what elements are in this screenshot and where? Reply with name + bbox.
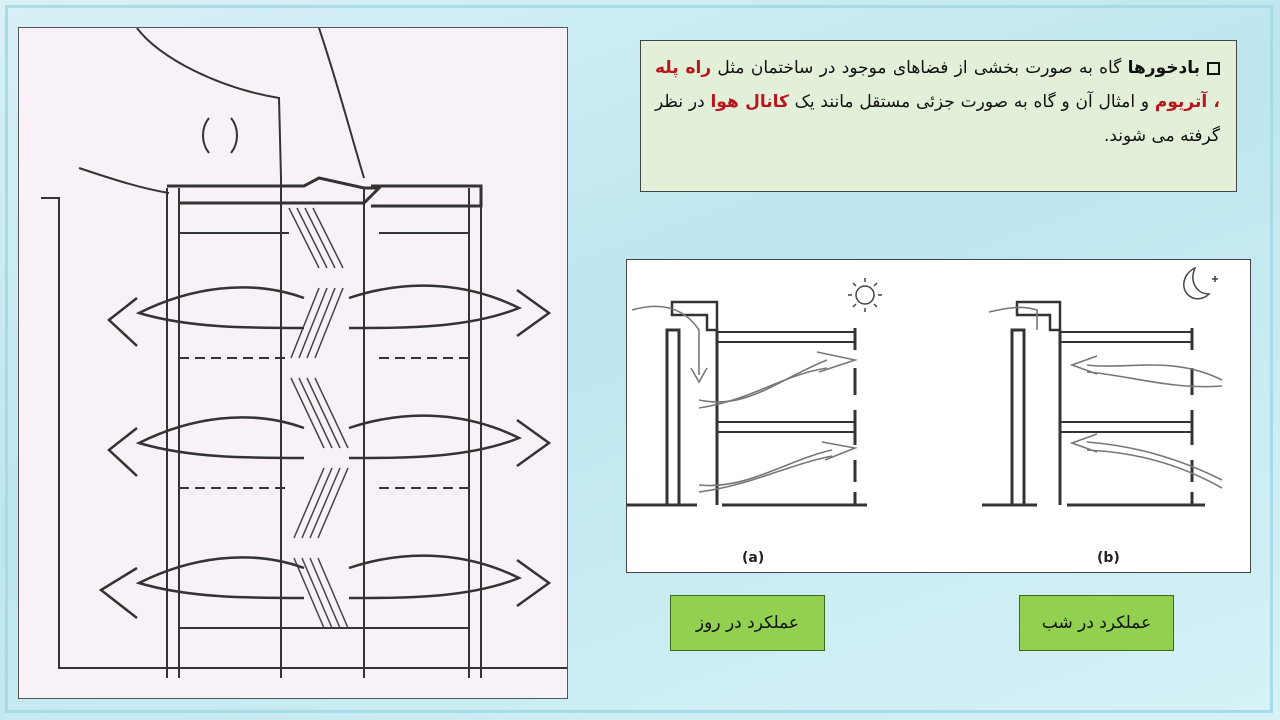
caption-day	[670, 595, 825, 651]
caption-night	[1019, 595, 1174, 651]
term-atrium: آتریوم	[1154, 92, 1208, 112]
label-b: (b)	[1097, 550, 1120, 566]
caption-day-text: عملکرد در روز	[695, 613, 800, 633]
term-badgir: بادخورها	[1127, 58, 1200, 78]
checkbox-bullet-icon	[1207, 62, 1220, 75]
description-text-box	[640, 40, 1237, 192]
paragraph-part-3: در نظر گرفته می شوند.	[655, 92, 1220, 146]
moon-icon	[1184, 268, 1218, 299]
diagram-b	[982, 302, 1205, 505]
sun-icon	[848, 278, 882, 312]
caption-night-text: عملکرد در شب	[1041, 613, 1152, 633]
paragraph-part-1: گاه به صورت بخشی از فضاهای موجود در ساختمان مثل	[711, 58, 1128, 78]
day-night-diagram-svg	[627, 260, 1251, 573]
badgir-section-sketch	[18, 27, 568, 699]
diagram-a	[627, 302, 867, 505]
diagram-a-airflow	[632, 306, 855, 492]
term-separator: ،	[1207, 92, 1220, 112]
term-stair: راه پله	[655, 58, 712, 78]
paragraph-part-2: و امثال آن و گاه به صورت جزئی مستقل مانند یک	[788, 92, 1155, 112]
label-a: (a)	[742, 550, 765, 566]
badgir-sketch-svg	[19, 28, 568, 699]
day-night-diagram	[626, 259, 1251, 573]
term-air-channel: کانال هوا	[710, 92, 789, 112]
